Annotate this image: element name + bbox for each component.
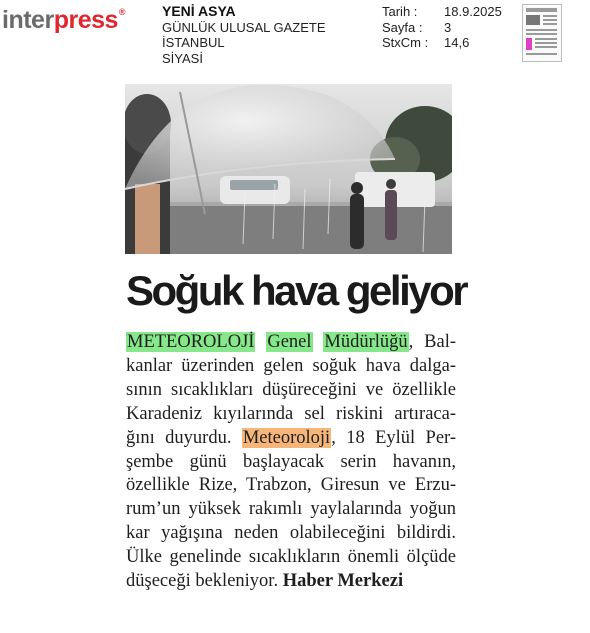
article-photo	[125, 84, 452, 254]
meta-value: 18.9.2025	[444, 4, 502, 19]
highlight-keyword: Müdürlüğü	[324, 332, 408, 352]
meta-value: 14,6	[444, 35, 470, 50]
body-line: düşeceği bekleniyor. Haber Merkezi	[126, 571, 404, 592]
publication-name: YENİ ASYA	[162, 3, 236, 19]
body-line: METEOROLOJİ Genel Müdürlüğü, Bal-	[127, 332, 457, 352]
body-line: şembe günü başlayacak serin havanın,	[126, 451, 456, 472]
rain-umbrella-photo	[125, 84, 452, 254]
body-line: kanlar üzerinden gelen soğuk hava dalga-	[126, 355, 456, 376]
publication-city: İSTANBUL	[162, 35, 225, 50]
meta-row-page	[382, 20, 502, 36]
article-body	[126, 331, 456, 594]
article-byline: Haber Merkezi	[282, 571, 404, 592]
interpress-logo	[2, 8, 125, 33]
highlight-keyword: Genel	[267, 332, 312, 352]
meta-row-stxcm	[382, 35, 502, 51]
body-line: özellikle Rize, Trabzon, Giresun ve Erzu-	[126, 475, 456, 496]
body-line: Karadeniz kıyılarında sel riskini artıraca-	[126, 403, 456, 424]
publication-info	[162, 4, 326, 66]
clipping-meta	[382, 4, 502, 51]
body-line: kar yağışına neden olabileceğini bildirdi.	[126, 523, 456, 544]
publication-category: SİYASİ	[162, 50, 203, 66]
meta-label: StxCm :	[382, 35, 429, 50]
article-headline: Soğuk hava geliyor	[126, 267, 467, 314]
body-line: ğını duyurdu. Meteoroloji, 18 Eylül Per-	[126, 427, 456, 448]
body-line: Ülke genelinde sıcaklıkların önemli ölçüde	[126, 547, 456, 568]
page-thumbnail[interactable]	[522, 4, 562, 62]
meta-row-date	[382, 4, 502, 20]
registered-mark: ®	[118, 7, 126, 17]
highlight-keyword: METEOROLOJİ	[127, 332, 255, 352]
meta-value: 3	[444, 19, 452, 35]
body-line: sının sıcaklıkları düşüreceğini ve özellikle	[126, 379, 456, 400]
meta-label: Tarih :	[382, 4, 418, 19]
publication-type: GÜNLÜK ULUSAL GAZETE	[162, 19, 326, 35]
logo-inter-text: inter	[2, 6, 54, 34]
logo-press-text: press	[53, 6, 118, 34]
body-line: rum’un yüksek rakımlı yaylalarında yoğun	[126, 499, 456, 520]
meta-label: Sayfa :	[382, 19, 423, 35]
highlight-keyword: Meteoroloji	[242, 427, 331, 448]
